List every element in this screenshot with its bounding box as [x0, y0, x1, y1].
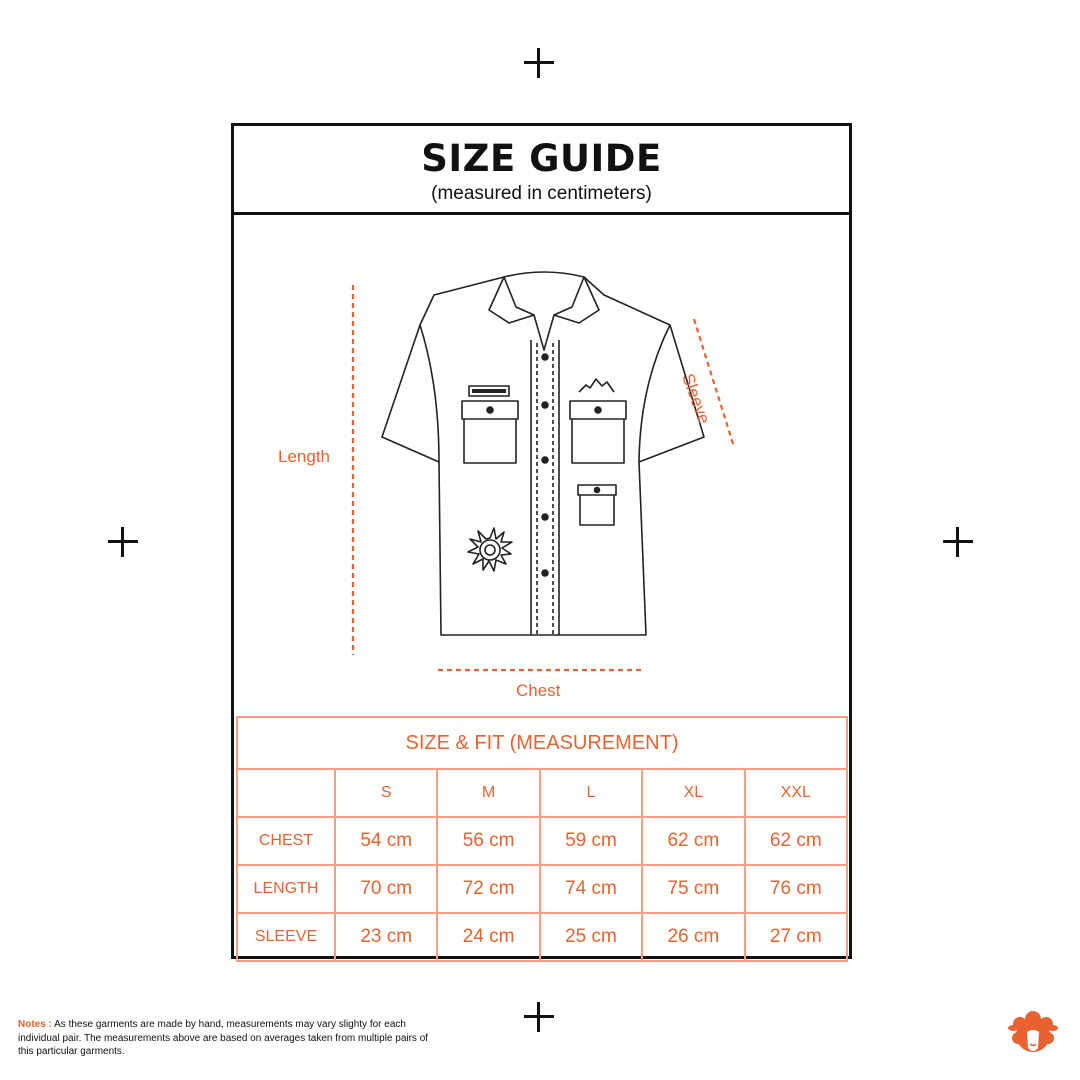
size-guide-card [231, 123, 852, 959]
table-cell: 70 cm [335, 865, 437, 913]
sleeve-label: Sleeve [678, 371, 714, 427]
size-table-corner [237, 769, 335, 817]
table-cell: 56 cm [437, 817, 539, 865]
size-column-header: L [540, 769, 642, 817]
size-guide-header [234, 126, 849, 215]
plus-icon-top [524, 48, 554, 78]
plus-icon-left [108, 527, 138, 557]
size-column-header: M [437, 769, 539, 817]
table-cell: 75 cm [642, 865, 744, 913]
table-row-length [237, 865, 847, 913]
table-cell: 23 cm [335, 913, 437, 961]
table-cell: 74 cm [540, 865, 642, 913]
plus-icon-right [943, 527, 973, 557]
table-cell: 62 cm [642, 817, 744, 865]
page-title: SIZE GUIDE [421, 137, 662, 180]
page-subtitle: (measured in centimeters) [431, 183, 652, 204]
size-column-header: XL [642, 769, 744, 817]
table-cell: 25 cm [540, 913, 642, 961]
table-cell: 27 cm [745, 913, 847, 961]
row-label: SLEEVE [237, 913, 335, 961]
chest-label: Chest [516, 681, 561, 700]
size-table [236, 716, 848, 962]
table-cell: 76 cm [745, 865, 847, 913]
shirt-diagram [234, 215, 849, 717]
notes-label: Notes : [18, 1019, 52, 1030]
table-cell: 54 cm [335, 817, 437, 865]
sheep-logo-icon [1008, 1010, 1058, 1060]
notes-text: As these garments are made by hand, measurements may vary slighty for each individual pair. The measurements above are based on averages taken from multiple pairs of this particular garments. [18, 1019, 429, 1057]
table-cell: 24 cm [437, 913, 539, 961]
table-cell: 72 cm [437, 865, 539, 913]
row-label: LENGTH [237, 865, 335, 913]
table-row-chest [237, 817, 847, 865]
length-label: Length [278, 447, 330, 466]
notes [18, 1018, 438, 1059]
row-label: CHEST [237, 817, 335, 865]
table-cell: 26 cm [642, 913, 744, 961]
table-cell: 62 cm [745, 817, 847, 865]
plus-icon-bottom [524, 1002, 554, 1032]
size-table-caption: SIZE & FIT (MEASUREMENT) [237, 717, 847, 769]
size-column-header: XXL [745, 769, 847, 817]
size-column-header: S [335, 769, 437, 817]
size-table-caption-row [237, 717, 847, 769]
table-cell: 59 cm [540, 817, 642, 865]
table-row-sleeve [237, 913, 847, 961]
size-table-header-row [237, 769, 847, 817]
